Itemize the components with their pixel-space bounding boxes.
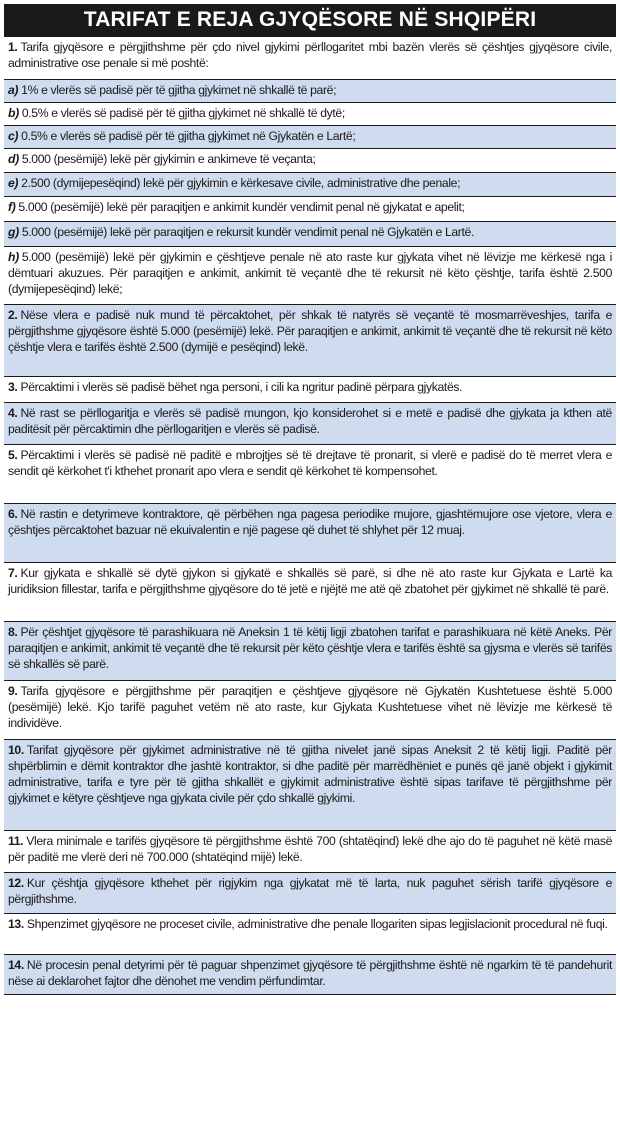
- table-row: [4, 621, 616, 680]
- subitem-marker: f): [8, 200, 16, 214]
- item-number: 2.: [8, 308, 18, 322]
- item-text: Në rastin e detyrimeve kontraktore, që përbëhen nga pagesa periodike mujore, gjashtëmujore ose vjetore, vlera e çështjes përcaktohet bazuar në ekuivalentin e një pagese që duhet të shlyhet për 12 muaj.: [8, 507, 612, 537]
- item-text: 0.5% e vlerës së padisë për të gjitha gjykimet në shkallë të dytë;: [21, 106, 345, 120]
- item-text: Për çështjet gjyqësore të parashikuara në Aneksin 1 të këtij ligji zbatohen tarifat e parashikuara në këtë Aneks. Për paraqitjen e ankimit, ankimit të veçantë dhe të rekursit për këto çështje vlera e tarifës është sa gjysma e vlerës së tarifës së shkallës së parë.: [8, 625, 612, 671]
- item-number: 10.: [8, 743, 24, 757]
- table-row: [4, 102, 616, 125]
- item-text: 5.000 (pesëmijë) lekë për paraqitjen e ankimit kundër vendimit penal në gjykatat e apelit;: [18, 200, 465, 214]
- item-text: Nëse vlera e padisë nuk mund të përcaktohet, për shkak të natyrës së veçantë të mosmarrëveshjes, tarifa e përgjithshme gjyqësore është 5.000 (pesëmijë) lekë. Për paraqitjen e ankimit, ankimit të veçantë dhe të rekursit në këto çështje vlera e tarifës është 2.500 (dymijë e pesëqind) lekë.: [8, 308, 612, 354]
- item-number: 4.: [8, 406, 18, 420]
- subitem-marker: c): [8, 129, 19, 143]
- table-row: [4, 680, 616, 739]
- item-number: 13.: [8, 917, 24, 931]
- table-row: [4, 872, 616, 913]
- item-text: Tarifat gjyqësore për gjykimet administrative në të gjitha nivelet janë sipas Aneksit 2 të këtij ligji. Paditë për shpërblimin e dëmit kontraktor dhe jashtë kontraktor, si dhe paditë për marrëdhëniet e punës që janë objekt i gjykimit administrative, tarifa e tyre për të gjitha shkallët e gjykimit administrative është sipas tarifave të përgjithshme për gjykimet e këtyre çështjeve nga gjykata civile për çdo shkallë gjykimi.: [8, 743, 612, 805]
- item-text: Kur çështja gjyqësore kthehet për rigjykim nga gjykatat më të larta, nuk paguhet sërish tarifë gjyqësore e përgjithshme.: [8, 876, 612, 906]
- table-row: [4, 503, 616, 562]
- table-row: [4, 125, 616, 148]
- table-row: [4, 739, 616, 830]
- item-number: 9.: [8, 684, 18, 698]
- table-row: [4, 221, 616, 246]
- table-row: [4, 246, 616, 304]
- item-text: 1% e vlerës së padisë për të gjitha gjykimet në shkallë të parë;: [21, 83, 337, 97]
- item-text: Përcaktimi i vlerës së padisë bëhet nga personi, i cili ka ngritur padinë përpara gjykatës.: [20, 380, 463, 394]
- table-row: [4, 376, 616, 402]
- subitem-marker: b): [8, 106, 19, 120]
- item-number: 8.: [8, 625, 18, 639]
- table-row: [4, 830, 616, 872]
- item-text: 5.000 (pesëmijë) lekë për gjykimin e ankimeve të veçanta;: [21, 152, 316, 166]
- subitem-marker: d): [8, 152, 19, 166]
- item-text: Tarifa gjyqësore e përgjithshme për paraqitjen e çështjeve gjyqësore në Gjykatën Kushtetuese është 5.000 (pesëmijë) lekë. Kjo tarifë paguhet vetëm në ato raste, kur Gjykata Kushtetuese vihet në lëvizje me kërkesë të individëve.: [8, 684, 612, 730]
- item-text: Kur gjykata e shkallë së dytë gjykon si gjykatë e shkallës së parë, si dhe në ato raste kur Gjykata e Lartë ka juridiksion fillestar, tarifa e përgjithshme gjyqësore do të jetë e njëjtë me atë që zbatohet për gjykimet në shkallë të parë.: [8, 566, 612, 596]
- item-number: 14.: [8, 958, 24, 972]
- item-text: Vlera minimale e tarifës gjyqësore të përgjithshme është 700 (shtatëqind) lekë dhe ajo do të paguhet në këtë masë për paditë me vlerë deri në 700.000 (shtatëqind mijë) lekë.: [8, 834, 612, 864]
- subitem-marker: h): [8, 250, 19, 264]
- item-number: 12.: [8, 876, 24, 890]
- item-text: 5.000 (pesëmijë) lekë për paraqitjen e rekursit kundër vendimit penal në Gjykatën e Lartë.: [21, 225, 475, 239]
- table-row: [4, 444, 616, 503]
- item-text: 5.000 (pesëmijë) lekë për gjykimin e çështjeve penale në ato raste kur gjykata vihet në lëvizje me kërkesë nga i dëmtuari akuzues. Për paraqitjen e ankimit, ankimit të veçantë dhe të rekursit në këto çështje, tarifa është 2.500 (dymijepesëqind) lekë;: [8, 250, 612, 296]
- item-text: Përcaktimi i vlerës së padisë në paditë e mbrojtjes së të drejtave të pronarit, si vlerë e padisë do të merret vlera e sendit që kërkohet t'i kthehet pronarit apo vlera e sendit që kërkohet të kompensohet.: [8, 448, 612, 478]
- table-row: [4, 79, 616, 102]
- item-number: 3.: [8, 380, 18, 394]
- table-row: [4, 148, 616, 172]
- table-row: [4, 36, 616, 79]
- item-text: 0.5% e vlerës së padisë për të gjitha gjykimet në Gjykatën e Lartë;: [21, 129, 356, 143]
- item-text: 2.500 (dymijepesëqind) lekë për gjykimin e kërkesave civile, administrative dhe penale;: [21, 176, 461, 190]
- table-title: TARIFAT E REJA GJYQËSORE NË SHQIPËRI: [4, 4, 616, 36]
- subitem-marker: e): [8, 176, 19, 190]
- table-row: [4, 304, 616, 376]
- subitem-marker: g): [8, 225, 19, 239]
- table-row: [4, 196, 616, 221]
- subitem-marker: a): [8, 83, 19, 97]
- table-row: [4, 402, 616, 444]
- item-text: Tarifa gjyqësore e përgjithshme për çdo nivel gjykimi përllogaritet mbi bazën vlerës së çështjes gjyqësore civile, administrative ose penale si më poshtë:: [8, 40, 612, 70]
- table-row: [4, 913, 616, 954]
- item-text: Në rast se përllogaritja e vlerës së padisë mungon, kjo konsiderohet si e metë e padisë dhe gjykata ja kthen atë paditësit për përcaktimin dhe përllogaritjen e vlerës së padisë.: [8, 406, 612, 436]
- table-row: [4, 954, 616, 995]
- tariff-table: [4, 4, 616, 1136]
- item-text: Shpenzimet gjyqësore ne proceset civile, administrative dhe penale llogariten sipas legjislacionit procedural në fuqi.: [26, 917, 608, 931]
- item-number: 6.: [8, 507, 18, 521]
- item-text: Në procesin penal detyrimi për të paguar shpenzimet gjyqësore të përgjithshme është në ngarkim të të pandehurit nëse ai deklarohet fajtor dhe dënohet me vendim përfundimtar.: [8, 958, 612, 988]
- item-number: 7.: [8, 566, 18, 580]
- table-row: [4, 172, 616, 196]
- rows-container: [4, 36, 616, 1136]
- table-row: [4, 562, 616, 621]
- item-number: 5.: [8, 448, 18, 462]
- item-number: 1.: [8, 40, 18, 54]
- item-number: 11.: [8, 834, 24, 848]
